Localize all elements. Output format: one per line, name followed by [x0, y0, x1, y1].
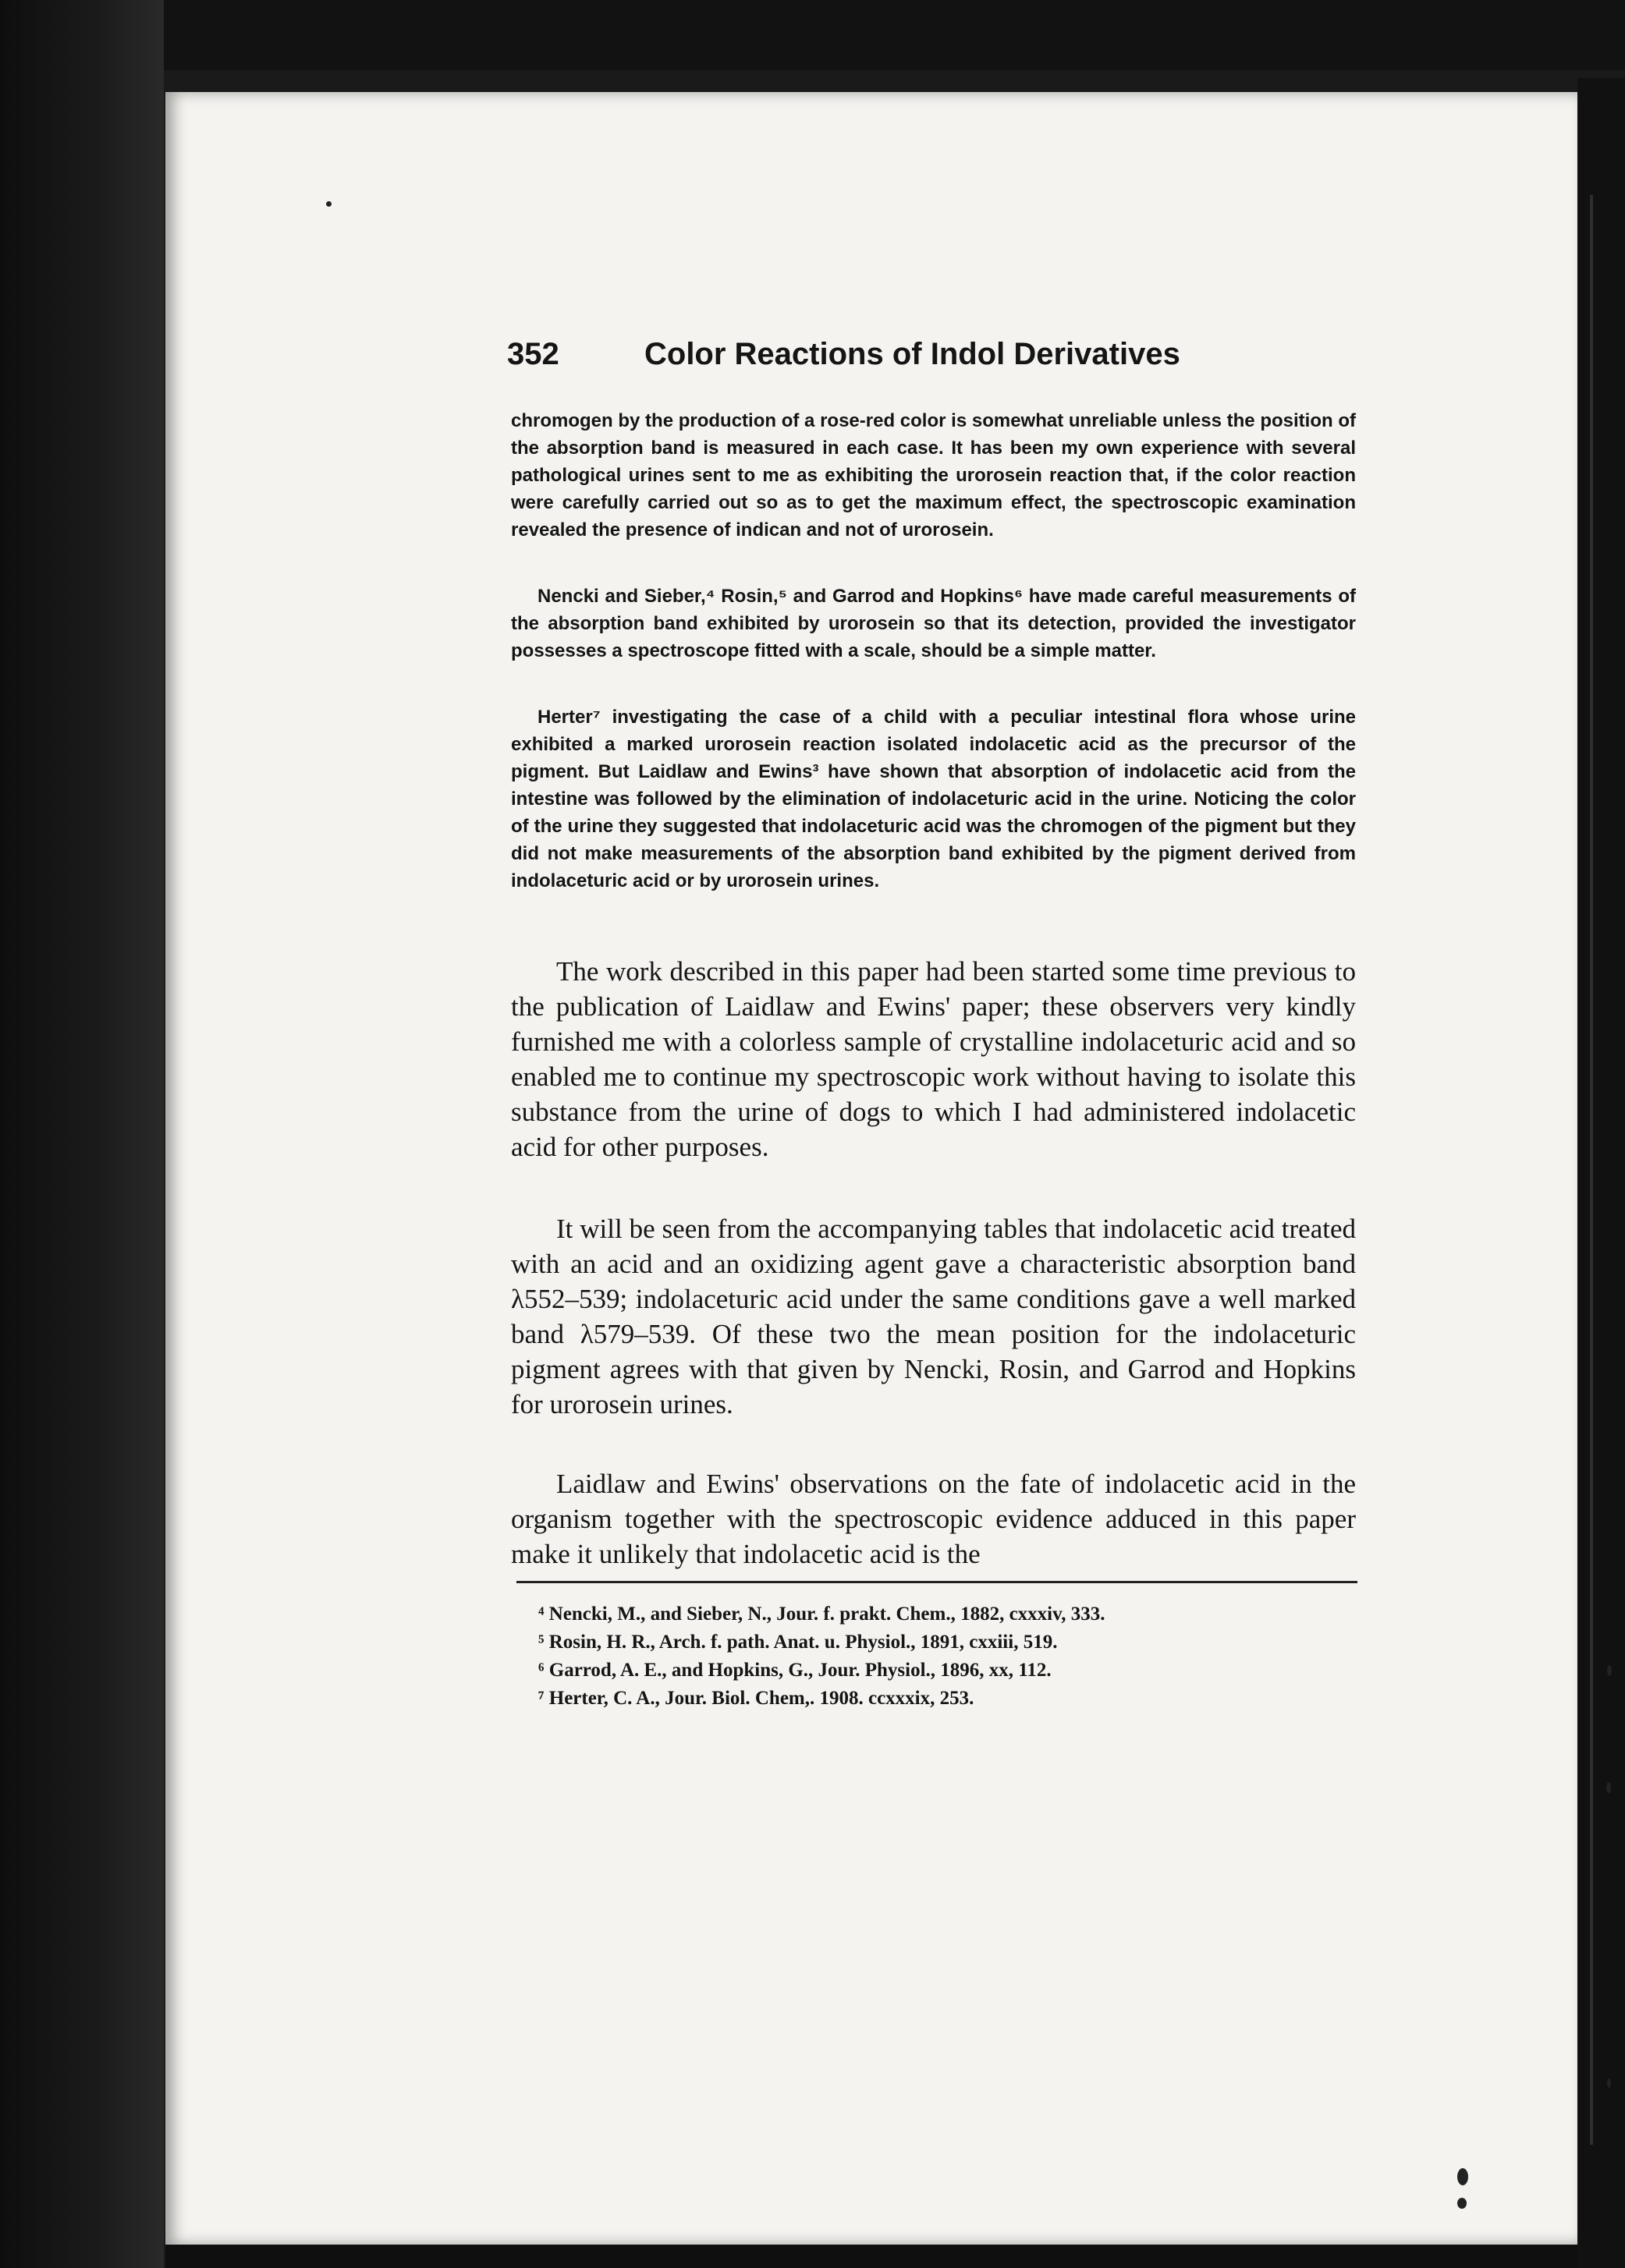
- footnote: ⁷ Herter, C. A., Jour. Biol. Chem,. 1908. ccxxxix, 253.: [538, 1688, 974, 1709]
- footnote-divider: [516, 1581, 1357, 1583]
- page-number: 352: [507, 337, 559, 371]
- page-edge-line: [1590, 195, 1593, 2145]
- scan-speck: [1457, 2168, 1468, 2185]
- body-paragraph-small: Nencki and Sieber,⁴ Rosin,⁵ and Garrod and Hopkins⁶ have made careful measurements of the absorption band exhibited by urorosein so that its detection, provided the investigator possesses a spectroscope fitted with a scale, should be a simple matter.: [511, 586, 1356, 661]
- footnote: ⁵ Rosin, H. R., Arch. f. path. Anat. u. Physiol., 1891, cxxiii, 519.: [538, 1632, 1058, 1653]
- scan-speck: [326, 201, 332, 207]
- body-paragraph-small: Herter⁷ investigating the case of a child with a peculiar intestinal flora whose urine exhibited a marked urorosein reaction isolated indolacetic acid as the precursor of the pigment. But Laidlaw and Ewins³ have shown that absorption of indolacetic acid from the intestine was followed by the elimination of indolaceturic acid in the urine. Noticing the color of the urine they suggested that indolaceturic acid was the chromogen of the pigment but they did not make measurements of the absorption band exhibited by the pigment derived from indolaceturic acid or by urorosein urines.: [511, 707, 1356, 891]
- scan-right-border: [1577, 78, 1625, 2268]
- scan-speck: [1457, 2198, 1467, 2209]
- scan-top-border: [0, 0, 1625, 70]
- body-paragraph: The work described in this paper had been started some time previous to the publication of Laidlaw and Ewins' paper; these observers very kindly furnished me with a colorless sample of crystalline indolaceturic acid and so enabled me to continue my spectroscopic work without having to isolate this substance from the urine of dogs to which I had administered indolacetic acid for other purposes.: [511, 956, 1356, 1162]
- body-paragraph: It will be seen from the accompanying tables that indolacetic acid treated with an acid and an oxidizing agent gave a characteristic absorption band λ552–539; indolaceturic acid under the same conditions gave a well marked band λ579–539. Of these two the mean position for the indolaceturic pigment agrees with that given by Nencki, Rosin, and Garrod and Hopkins for urorosein urines.: [511, 1214, 1356, 1419]
- book-binding-shadow: [0, 0, 164, 2268]
- scan-bottom-border: [165, 2245, 1577, 2268]
- running-title: Color Reactions of Indol Derivatives: [644, 337, 1180, 371]
- body-paragraph: Laidlaw and Ewins' observations on the fate of indolacetic acid in the organism together with the spectroscopic evidence adduced in this paper make it unlikely that indolacetic acid is the: [511, 1469, 1356, 1569]
- footnote: ⁶ Garrod, A. E., and Hopkins, G., Jour. Physiol., 1896, xx, 112.: [538, 1660, 1052, 1681]
- page-header: [507, 337, 1365, 384]
- scan-speck: [1607, 2078, 1611, 2088]
- footnote-list: [538, 1600, 1357, 1713]
- scan-speck: [1607, 1665, 1612, 1676]
- body-paragraph-small: chromogen by the production of a rose-red color is somewhat unreliable unless the position of the absorption band is measured in each case. It has been my own experience with several pathological urines sent to me as exhibiting the urorosein reaction that, if the color reaction were carefully carried out so as to get the maximum effect, the spectroscopic examination revealed the presence of indican and not of urorosein.: [511, 410, 1356, 540]
- scan-speck: [1606, 1782, 1611, 1793]
- footnote: ⁴ Nencki, M., and Sieber, N., Jour. f. prakt. Chem., 1882, cxxxiv, 333.: [538, 1604, 1105, 1625]
